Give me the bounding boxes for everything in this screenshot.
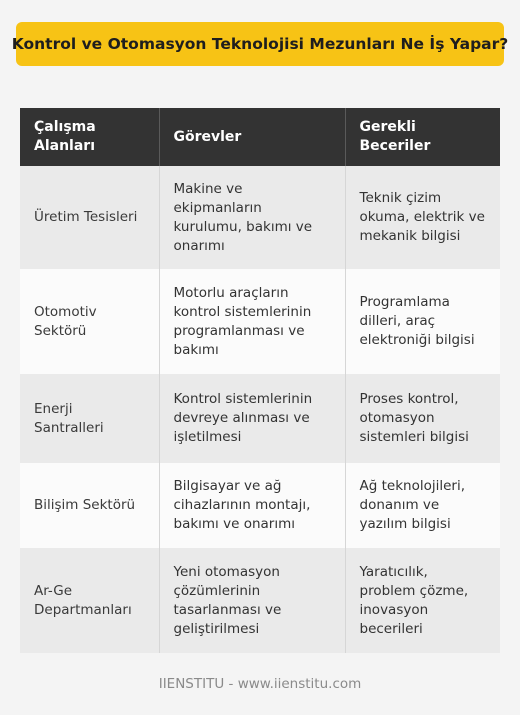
- table-row: [20, 374, 500, 463]
- career-table: [20, 108, 500, 653]
- cell-area: Enerji Santralleri: [20, 374, 159, 463]
- cell-task: Yeni otomasyon çözümlerinin tasarlanması ve geliştirilmesi: [159, 548, 345, 653]
- footer-credit: IIENSTITU - www.iienstitu.com: [158, 676, 362, 692]
- table-row: [20, 548, 500, 653]
- table-row: [20, 166, 500, 269]
- cell-task: Kontrol sistemlerinin devreye alınması ve işletilmesi: [159, 374, 345, 463]
- cell-area: Bilişim Sektörü: [20, 463, 159, 548]
- cell-area: Ar-Ge Departmanları: [20, 548, 159, 653]
- table-header-row: [20, 108, 500, 166]
- column-header-areas: Çalışma Alanları: [20, 108, 159, 166]
- cell-task: Motorlu araçların kontrol sistemlerinin programlanması ve bakımı: [159, 269, 345, 374]
- column-header-skills: Gerekli Beceriler: [345, 108, 500, 166]
- cell-skill: Teknik çizim okuma, elektrik ve mekanik bilgisi: [345, 166, 500, 269]
- cell-task: Makine ve ekipmanların kurulumu, bakımı ve onarımı: [159, 166, 345, 269]
- cell-skill: Yaratıcılık, problem çözme, inovasyon becerileri: [345, 548, 500, 653]
- table-row: [20, 463, 500, 548]
- title-banner: [11, 22, 509, 66]
- column-header-tasks: Görevler: [159, 108, 345, 166]
- cell-skill: Ağ teknolojileri, donanım ve yazılım bilgisi: [345, 463, 500, 548]
- cell-skill: Proses kontrol, otomasyon sistemleri bilgisi: [345, 374, 500, 463]
- cell-area: Üretim Tesisleri: [20, 166, 159, 269]
- page-title: Kontrol ve Otomasyon Teknolojisi Mezunları Ne İş Yapar?: [11, 35, 509, 53]
- cell-area: Otomotiv Sektörü: [20, 269, 159, 374]
- cell-task: Bilgisayar ve ağ cihazlarının montajı, bakımı ve onarımı: [159, 463, 345, 548]
- cell-skill: Programlama dilleri, araç elektroniği bilgisi: [345, 269, 500, 374]
- table-row: [20, 269, 500, 374]
